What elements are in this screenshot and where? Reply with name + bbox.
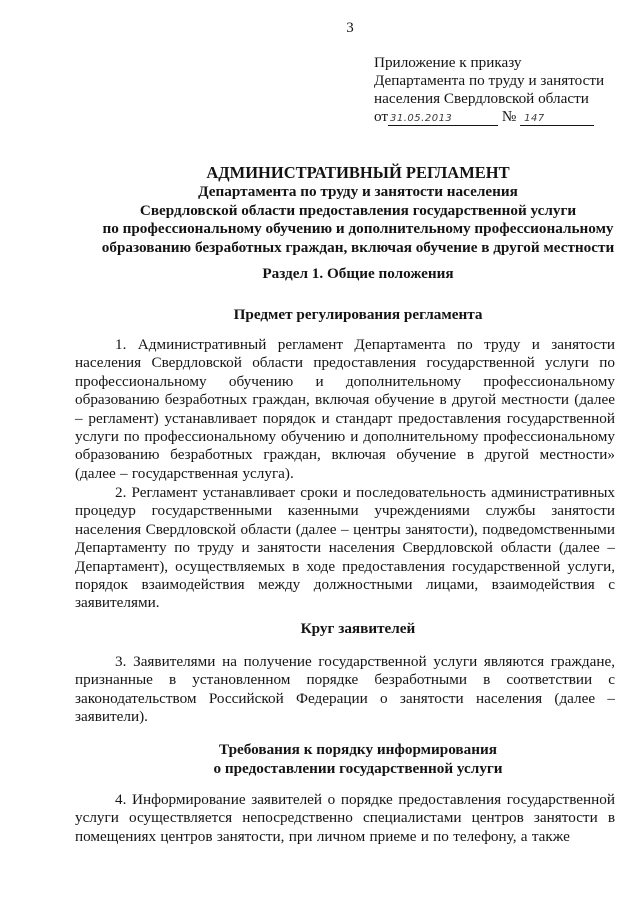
paragraph-4: 4. Информирование заявителей о порядке предоставления государственной услуги осуществляется непосредственно специалистами центров занятости в помещениях центров занятости, при личном приеме и по телефону, а также — [75, 791, 615, 845]
appendix-line-1: Приложение к приказу — [374, 54, 522, 71]
subject-heading: Предмет регулирования регламента — [233, 306, 483, 323]
document-title: АДМИНИСТРАТИВНЫЙ РЕГЛАМЕНТ — [206, 163, 510, 182]
paragraph-3: 3. Заявителями на получение государственной услуги являются граждане, признанные в установленном порядке безработными в соответствии с законодательством Российской Федерации о занятости населения (далее – заявители). — [75, 653, 615, 726]
appendix-date-number-line — [374, 108, 604, 126]
section-1-heading: Раздел 1. Общие положения — [262, 265, 454, 282]
title-line-5: образованию безработных граждан, включая обучение в другой местности — [101, 238, 615, 256]
title-line-2: Департамента по труду и занятости населения — [198, 183, 518, 200]
applicants-heading: Круг заявителей — [300, 620, 416, 637]
title-line-4: по профессиональному обучению и дополнительному профессиональному — [102, 220, 614, 237]
paragraph-1: 1. Административный регламент Департамента по труду и занятости населения Свердловской области предоставления государственной услуги по профессиональному обучению и дополнительному профессиональному образованию безработных граждан, включая обучение в другой местности (далее – регламент) устанавливает порядок и стандарт предоставления государственной услуги по профессиональному обучению и дополнительному профессиональному образованию безработных граждан, включая обучение в другой местности» (далее – государственная услуга). — [75, 336, 615, 482]
number-field — [520, 110, 594, 126]
page-number: 3 — [346, 20, 354, 36]
requirements-heading-line-2: о предоставлении государственной услуги — [213, 760, 503, 777]
date-field — [388, 110, 498, 126]
appendix-line-2: Департамента по труду и занятости — [374, 72, 605, 89]
appendix-block — [374, 54, 604, 126]
requirements-heading-line-1: Требования к порядку информирования — [219, 741, 497, 758]
title-line-3: Свердловской области предоставления государственной услуги — [139, 201, 577, 219]
appendix-line-3: населения Свердловской области — [374, 90, 589, 107]
requirements-heading — [60, 740, 640, 778]
appendix-from-prefix: от — [374, 108, 389, 125]
handwritten-date: 31.05.2013 — [390, 113, 453, 124]
number-label: № — [501, 108, 517, 125]
handwritten-number: 147 — [524, 113, 545, 124]
paragraph-2: 2. Регламент устанавливает сроки и последовательность административных процедур государственными казенными учреждениями службы занятости населения Свердловской области (далее – центры занятости), подведомственными Департаменту по труду и занятости населения Свердловской области (далее – Департамент), осуществляемых в ходе предоставления государственной услуги, порядок взаимодействия между должностными лицами, взаимодействия с заявителями. — [75, 484, 615, 612]
document-title-block — [60, 163, 640, 257]
